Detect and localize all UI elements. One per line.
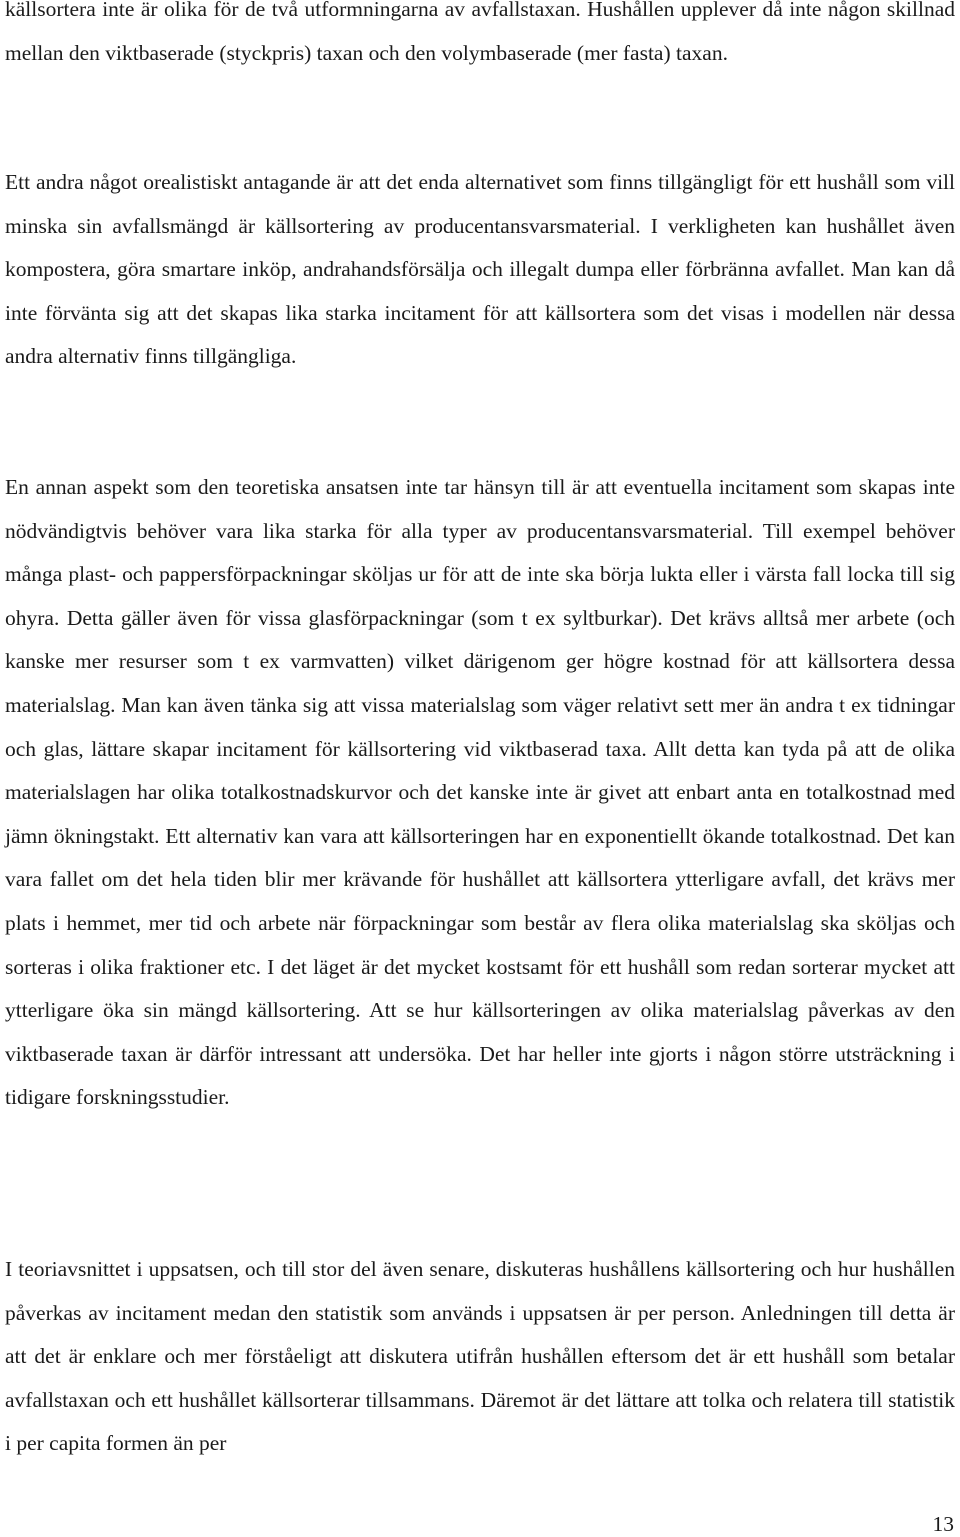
paragraph-3: En annan aspekt som den teoretiska ansatsen inte tar hänsyn till är att eventuella incitament som skapas inte nödvändigtvis behöver vara lika starka för alla typer av producentansvarsmaterial. Till exempel behöver många plast- och pappersförpackningar sköljas ur för att de inte ska börja lukta eller i värsta fall locka till sig ohyra. Detta gäller även för vissa glasförpackningar (som t ex syltburkar). Det krävs alltså mer arbete (och kanske mer resurser som t ex varmvatten) vilket därigenom ger högre kostnad för att källsortera dessa materialslag. Man kan även tänka sig att vissa materialslag som väger relativt sett mer än andra t ex tidningar och glas, lättare skapar incitament för källsortering vid viktbaserad taxa. Allt detta kan tyda på att de olika materialslagen har olika totalkostnadskurvor och det kanske inte är givet att enbart anta en totalkostnad med jämn ökningstakt. Ett alternativ kan vara att källsorteringen har en exponentiellt ökande totalkostnad. Det kan vara fallet om det hela tiden blir mer krävande för hushållet att källsortera ytterligare avfall, det krävs mer plats i hemmet, mer tid och arbete när förpackningar som består av flera olika materialslag ska sköljas och sorteras i olika fraktioner etc. I det läget är det mycket kostsamt för ett hushåll som redan sorterar mycket att ytterligare öka sin mängd källsortering. Att se hur källsorteringen av olika materialslag påverkas av den viktbaserade taxan är därför intressant att undersöka. Det har heller inte gjorts i någon större utsträckning i tidigare forskningsstudier. <box>5 475 955 1110</box>
paragraph-4: I teoriavsnittet i uppsatsen, och till stor del även senare, diskuteras hushållens källsortering och hur hushållen påverkas av incitament medan den statistik som används i uppsatsen är per person. Anledningen till detta är att det är enklare och mer förståeligt att diskutera utifrån hushållen eftersom det är ett hushåll som betalar avfallstaxan och ett hushållet källsorterar tillsammans. Däremot är det lättare att tolka och relatera till statistik i per capita formen än per <box>5 1257 955 1456</box>
paragraph-2: Ett andra något orealistiskt antagande är att det enda alternativet som finns tillgängligt för ett hushåll som vill minska sin avfallsmängd är källsortering av producentansvarsmaterial. I verkligheten kan hushållet även kompostera, göra smartare inköp, andrahandsförsälja och illegalt dumpa eller förbränna avfallet. Man kan då inte förvänta sig att det skapas lika starka incitament för att källsortera som det visas i modellen när dessa andra alternativ finns tillgängliga. <box>5 170 955 369</box>
paragraph-1: källsortera inte är olika för de två utformningarna av avfallstaxan. Hushållen upplever då inte någon skillnad mellan den viktbaserade (styckpris) taxan och den volymbaserade (mer fasta) taxan. <box>5 0 955 65</box>
page-number: 13 <box>932 1512 954 1536</box>
